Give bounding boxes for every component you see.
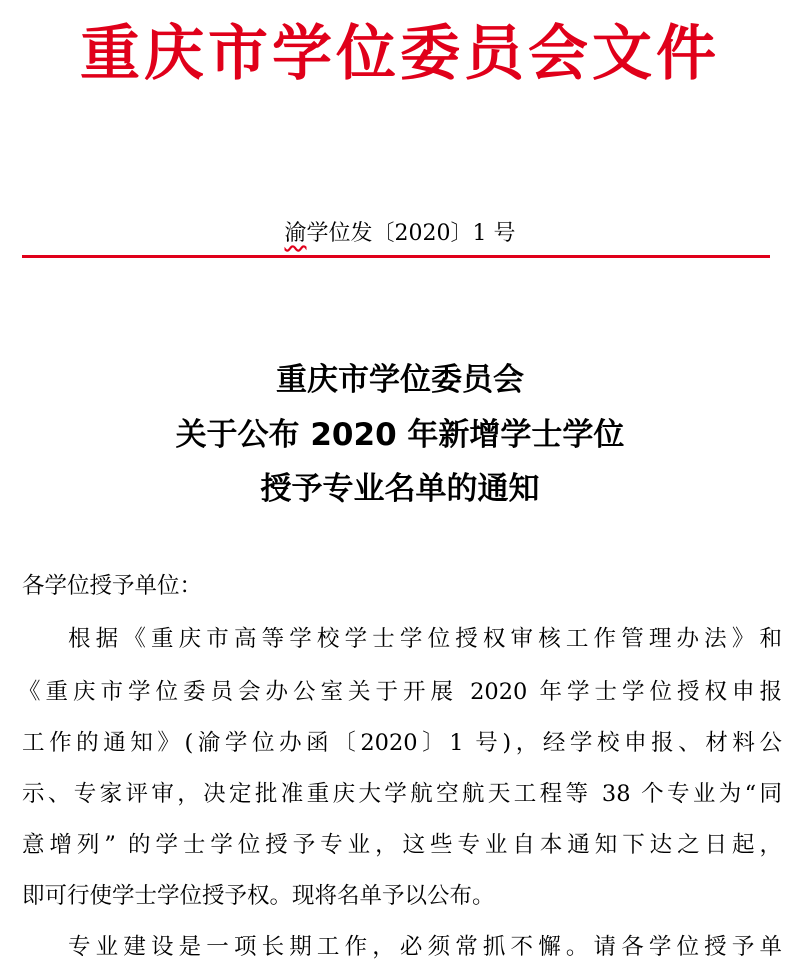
body-line: 即可行使学士学位授予权。现将名单予以公布。 [22, 883, 495, 909]
document-masthead: 重庆市学位委员会文件 [80, 19, 720, 89]
body-line: 《重庆市学位委员会办公室关于开展 2020 年学士学位授权申报 [18, 679, 782, 705]
body-line: 专业建设是一项长期工作，必须常抓不懈。请各学位授予单 [68, 934, 782, 960]
title-line-3: 授予专业名单的通知 [260, 471, 540, 507]
body-line: 工作的通知》(渝学位办函〔2020〕1 号)，经学校申报、材料公 [22, 730, 782, 756]
salutation: 各学位授予单位： [22, 573, 203, 599]
red-separator-line [22, 255, 770, 258]
document-number [0, 218, 800, 250]
body-line: 示、专家评审，决定批准重庆大学航空航天工程等 38 个专业为“同 [22, 781, 782, 807]
document-number-rest: 学位发〔2020〕1 号 [306, 221, 516, 246]
body-line: 根据《重庆市高等学校学士学位授权审核工作管理办法》和 [68, 626, 782, 652]
body-line: 意增列” 的学士学位授予专业，这些专业自本通知下达之日起， [22, 832, 782, 858]
title-line-1: 重庆市学位委员会 [276, 362, 524, 398]
document-number-prefix: 渝 [284, 221, 307, 246]
title-line-2: 关于公布 2020 年新增学士学位 [175, 417, 625, 453]
